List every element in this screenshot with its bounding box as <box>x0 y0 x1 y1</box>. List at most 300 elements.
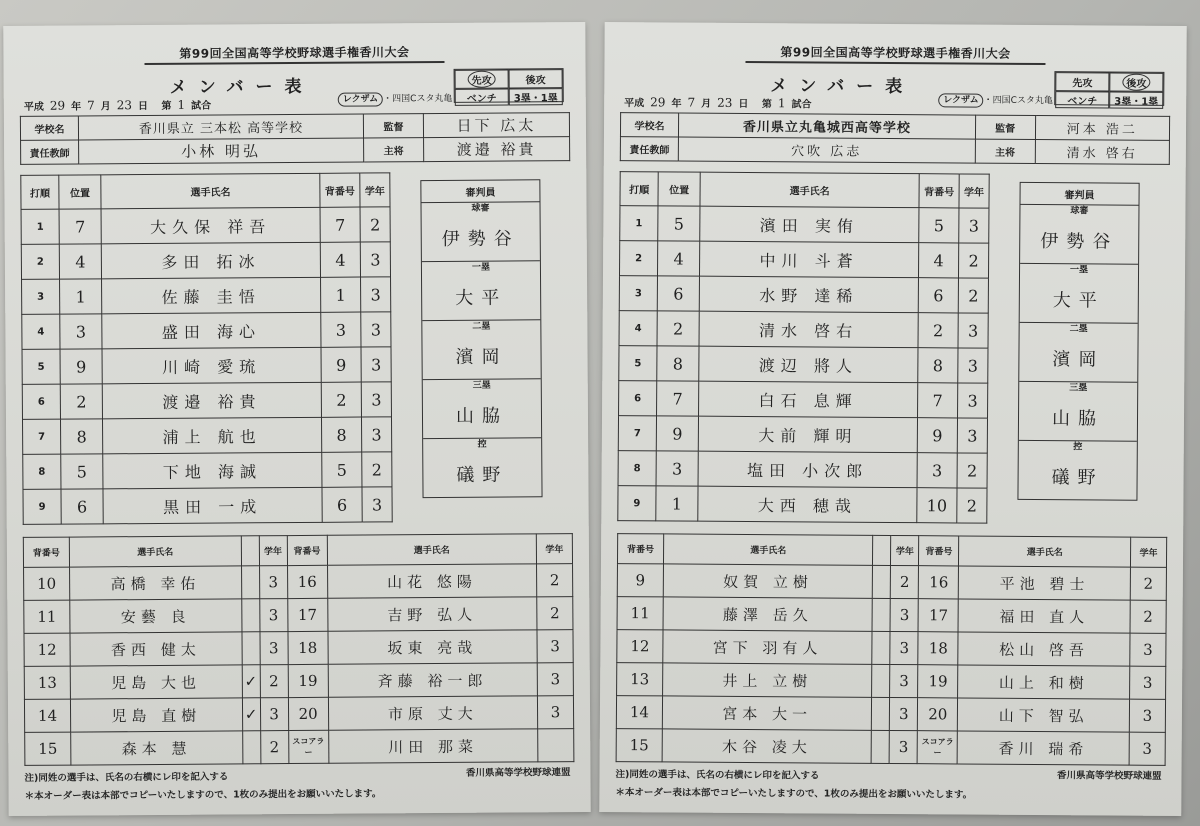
grade: 3 <box>959 208 989 243</box>
uniform-number: 5 <box>919 208 959 243</box>
same-name-mark <box>873 565 891 598</box>
same-name-mark <box>872 664 890 697</box>
game-suffix: 試合 <box>791 99 812 111</box>
bench-row <box>617 564 1166 601</box>
grade: 3 <box>958 383 988 418</box>
position: 8 <box>60 419 102 454</box>
bench-name: 宮下 羽有人 <box>663 630 873 664</box>
lineup-row <box>21 242 390 280</box>
bench-grade: 3 <box>890 664 918 697</box>
bench-header-number-2: 背番号 <box>919 536 959 566</box>
bench-number: 13 <box>24 666 70 699</box>
umpire-name: 濱岡 <box>1052 349 1105 371</box>
first-attack-option: 先攻 <box>468 71 496 88</box>
day-value: 23 <box>717 95 733 110</box>
captain-name: 渡邉 裕貴 <box>424 137 570 162</box>
position: 3 <box>656 451 698 486</box>
year-value: 29 <box>650 95 666 110</box>
position: 9 <box>60 349 102 384</box>
venue-other: 四国Cスタ丸亀 <box>392 93 453 105</box>
note-copy: ＊本オーダー表は本部でコピーいたしますので、1枚のみ提出をお願いいたします。 <box>615 787 973 801</box>
position: 2 <box>60 384 102 419</box>
second-attack-option: 後攻 <box>1122 74 1150 91</box>
batting-order: 9 <box>23 489 61 524</box>
bench-name: 山花 悠陽 <box>327 564 537 598</box>
date-row <box>24 97 211 113</box>
bench-header-grade: 学年 <box>891 535 919 565</box>
bench-header-grade-2: 学年 <box>536 534 572 564</box>
school-name: 香川県立丸亀城西高等学校 <box>678 113 975 139</box>
bench-name: 高橋 幸佑 <box>70 566 242 600</box>
lineup-row <box>619 241 988 279</box>
player-name: 黒田 一成 <box>103 487 322 524</box>
grade: 2 <box>360 207 390 242</box>
umpire-name: 伊勢谷 <box>441 228 520 250</box>
bench-row <box>24 630 573 667</box>
venue-sep: ・ <box>983 95 993 106</box>
grade: 2 <box>958 278 988 313</box>
same-name-mark <box>871 730 889 763</box>
batting-order: 6 <box>22 384 60 419</box>
scorer-name: 川田 那菜 <box>328 729 538 763</box>
umpires-box <box>420 179 542 498</box>
school-name: 香川県立 三本松 高等学校 <box>78 114 363 140</box>
bench-name: 福田 直人 <box>958 599 1130 633</box>
team-info-table <box>620 112 1170 165</box>
player-name: 浦上 航也 <box>102 417 321 454</box>
bench-players-table <box>23 533 575 766</box>
bench-row <box>616 729 1165 766</box>
uniform-number: 7 <box>320 207 360 242</box>
batting-order: 7 <box>618 416 656 451</box>
player-name: 川崎 愛琉 <box>102 347 321 384</box>
bench-number: 17 <box>918 599 958 632</box>
bench-number: 20 <box>918 698 958 731</box>
bench-name: 山下 智弘 <box>958 698 1130 732</box>
batting-order: 1 <box>21 209 59 244</box>
batting-order-box <box>1054 71 1164 106</box>
year-value: 29 <box>49 98 66 113</box>
position: 6 <box>657 276 699 311</box>
member-sheet-left <box>3 22 591 816</box>
lineup-row <box>22 312 391 350</box>
venue-other: 四国Cスタ丸亀 <box>992 95 1053 107</box>
grade: 2 <box>957 488 987 523</box>
player-name: 大前 輝明 <box>698 416 917 453</box>
manager-name: 日下 広太 <box>423 113 569 138</box>
scorer-grade <box>538 729 574 762</box>
bench-number: 18 <box>918 632 958 665</box>
umpire-role: 一塁 <box>1069 265 1089 276</box>
team-info-table <box>20 112 570 165</box>
grade: 2 <box>362 452 392 487</box>
uniform-number: 7 <box>918 383 958 418</box>
sheet-footer <box>615 766 1165 802</box>
batting-order: 2 <box>619 241 657 276</box>
venue-sep: ・ <box>383 94 393 105</box>
scorer-grade: 3 <box>1129 732 1165 765</box>
scorer-label: スコアラー <box>917 731 957 764</box>
scorer-label: スコアラー <box>288 730 328 763</box>
bench-name: 山上 和樹 <box>958 665 1130 699</box>
uniform-number: 3 <box>321 312 361 347</box>
lineup-row <box>619 311 988 349</box>
same-name-mark <box>241 566 259 599</box>
position: 4 <box>657 241 699 276</box>
year-unit: 年 <box>71 101 82 113</box>
batting-order: 7 <box>22 419 60 454</box>
bench-header-name-2: 選手氏名 <box>327 534 537 565</box>
starting-lineup-table <box>617 171 989 524</box>
umpire-role: 球審 <box>471 203 490 214</box>
bench-name: 吉野 弘人 <box>327 597 537 631</box>
grade: 3 <box>361 417 391 452</box>
teacher-label: 責任教師 <box>21 140 79 164</box>
month-value: 7 <box>687 95 696 110</box>
grade: 3 <box>361 277 391 312</box>
player-name: 大久保 祥吾 <box>101 207 320 244</box>
bench-header-name-2: 選手氏名 <box>959 536 1131 567</box>
bench-grade: 3 <box>890 697 918 730</box>
umpire-name: 濱岡 <box>455 346 508 368</box>
same-name-mark <box>242 731 260 764</box>
member-list-title: メンバー表 <box>770 76 915 98</box>
mark-col <box>873 535 891 565</box>
batting-order: 5 <box>22 349 60 384</box>
batting-order: 4 <box>619 311 657 346</box>
bench-grade: 3 <box>890 631 918 664</box>
bench-number: 12 <box>24 633 70 666</box>
bench-row <box>25 729 574 766</box>
uniform-number: 1 <box>321 277 361 312</box>
bench-grade: 2 <box>260 665 288 698</box>
month-value: 7 <box>87 98 95 113</box>
note-same-name: 注)同姓の選手は、氏名の右横にレ印を記入する <box>615 769 820 782</box>
umpire-name: 大平 <box>455 287 508 309</box>
bench-name: 市原 丈大 <box>328 696 538 730</box>
position: 5 <box>61 454 103 489</box>
lineup-row <box>22 382 391 420</box>
header-grade: 学年 <box>959 174 989 208</box>
bench-grade: 3 <box>260 698 288 731</box>
grade: 3 <box>362 487 392 522</box>
bench-header-name: 選手氏名 <box>663 534 873 565</box>
grade: 2 <box>958 243 988 278</box>
player-name: 白石 息輝 <box>699 381 918 418</box>
month-unit: 月 <box>701 98 712 110</box>
tournament-title: 第99回全国高等学校野球選手権香川大会 <box>144 43 444 65</box>
bench-grade: 3 <box>259 599 287 632</box>
player-name: 中川 斗蒼 <box>699 241 918 278</box>
day-value: 23 <box>116 98 133 113</box>
uniform-number: 3 <box>917 453 957 488</box>
position: 9 <box>656 416 698 451</box>
captain-label: 主将 <box>975 139 1035 163</box>
uniform-number: 4 <box>918 243 958 278</box>
header-position: 位置 <box>59 175 101 209</box>
bench-name: 木谷 凌大 <box>662 729 872 763</box>
school-label: 学校名 <box>20 116 78 140</box>
umpire-role: 二塁 <box>1069 324 1088 335</box>
teacher-name: 小林 明弘 <box>79 138 364 164</box>
umpire-role: 球審 <box>1070 206 1089 217</box>
sheet-header <box>620 68 1170 116</box>
manager-name: 河本 浩二 <box>1035 115 1169 140</box>
umpire-name: 伊勢谷 <box>1040 231 1119 253</box>
federation-name: 香川県高等学校野球連盟 <box>1056 770 1162 782</box>
lineup-row <box>618 416 987 454</box>
bench-grade: 3 <box>259 566 287 599</box>
captain-name: 清水 啓右 <box>1035 139 1169 164</box>
starting-lineup-table <box>20 172 392 525</box>
lineup-row <box>619 381 988 419</box>
bench-grade: 3 <box>890 598 918 631</box>
same-name-mark <box>872 697 890 730</box>
bench-grade: 3 <box>537 630 573 663</box>
player-name: 渡邉 裕貴 <box>102 382 321 419</box>
position: 8 <box>657 346 699 381</box>
lineup-row <box>620 206 989 244</box>
position: 2 <box>657 311 699 346</box>
position: 5 <box>658 206 700 241</box>
player-name: 塩田 小次郎 <box>698 451 917 488</box>
player-name: 渡辺 將人 <box>699 346 918 383</box>
bench-label: ベンチ <box>455 89 509 106</box>
player-name: 濱田 実侑 <box>700 206 919 243</box>
bench-number: 19 <box>918 665 958 698</box>
uniform-number: 8 <box>918 348 958 383</box>
player-name: 清水 啓右 <box>699 311 918 348</box>
tournament-title: 第99回全国高等学校野球選手権香川大会 <box>745 43 1045 65</box>
lineup-row <box>618 451 987 489</box>
lineup-row <box>23 452 392 490</box>
bench-number: 13 <box>617 663 663 696</box>
bench-row <box>24 564 573 601</box>
bench-name: 児島 大也 <box>70 665 242 699</box>
position: 4 <box>59 244 101 279</box>
umpire-name: 礒野 <box>1051 467 1104 489</box>
umpire-role: 一塁 <box>471 262 490 273</box>
header-name: 選手氏名 <box>700 172 919 208</box>
grade: 3 <box>361 382 391 417</box>
bench-grade: 3 <box>260 632 288 665</box>
same-name-mark <box>872 631 890 664</box>
position: 6 <box>61 489 103 524</box>
lineup-row <box>619 346 988 384</box>
captain-label: 主将 <box>364 138 424 162</box>
bench-number: 14 <box>24 699 70 732</box>
position: 3 <box>60 314 102 349</box>
bench-name: 松山 啓吾 <box>958 632 1130 666</box>
bench-number: 18 <box>288 631 328 664</box>
bench-name: 宮本 大一 <box>662 696 872 730</box>
batting-order: 2 <box>21 244 59 279</box>
grade: 3 <box>957 418 987 453</box>
header-grade: 学年 <box>360 173 390 207</box>
era-label: 平成 <box>23 101 44 113</box>
member-list-title: メンバー表 <box>169 76 314 98</box>
bench-row <box>24 663 573 700</box>
uniform-number: 2 <box>918 313 958 348</box>
bench-number: 14 <box>616 696 662 729</box>
bench-name: 児島 直樹 <box>70 698 242 732</box>
same-name-mark: ✓ <box>242 665 260 698</box>
year-unit: 年 <box>671 98 682 110</box>
position: 7 <box>657 381 699 416</box>
member-sheet-right <box>599 22 1187 816</box>
first-attack-option: 先攻 <box>1055 72 1109 91</box>
school-label: 学校名 <box>620 113 678 137</box>
grade: 3 <box>361 347 391 382</box>
bench-name: 坂東 亮哉 <box>328 630 538 664</box>
uniform-number: 6 <box>322 487 362 522</box>
position: 1 <box>656 486 698 521</box>
player-name: 盛田 海心 <box>102 312 321 349</box>
batting-order-box <box>454 68 564 103</box>
bench-grade: 3 <box>537 663 573 696</box>
header-number: 背番号 <box>919 174 959 208</box>
grade: 3 <box>958 348 988 383</box>
lineup-row <box>21 207 390 245</box>
batting-order: 3 <box>22 279 60 314</box>
bench-number: 20 <box>288 697 328 730</box>
umpires-box <box>1017 182 1139 501</box>
bench-grade: 2 <box>891 565 919 598</box>
same-name-mark <box>872 598 890 631</box>
uniform-number: 9 <box>917 418 957 453</box>
day-unit: 日 <box>738 98 749 110</box>
umpire-name: 山脇 <box>1051 408 1105 430</box>
bench-number: 11 <box>617 597 663 630</box>
player-name: 水野 達稀 <box>699 276 918 313</box>
lineup-row <box>619 276 988 314</box>
venue-selected: レクザム <box>338 92 383 106</box>
same-name-mark <box>242 632 260 665</box>
era-label: 平成 <box>624 98 645 110</box>
bench-grade: 3 <box>889 730 917 763</box>
batting-order: 9 <box>618 486 656 521</box>
venue-selected: レクザム <box>938 93 983 107</box>
lineup-row <box>22 417 391 455</box>
bench-name: 香西 健太 <box>70 632 242 666</box>
lineup-row <box>618 486 987 524</box>
bench-number: 12 <box>617 630 663 663</box>
bench-row <box>24 597 573 634</box>
note-same-name: 注)同姓の選手は、氏名の右横にレ印を記入する <box>24 771 229 784</box>
bench-header-grade: 学年 <box>259 536 287 566</box>
same-name-mark <box>241 599 259 632</box>
bench-name: 斉藤 裕一郎 <box>328 663 538 697</box>
bench-number: 10 <box>24 567 70 600</box>
scorer-name: 香川 瑞希 <box>957 731 1129 765</box>
player-name: 下地 海誠 <box>103 452 322 489</box>
header-order: 打順 <box>21 175 59 209</box>
bench-name: 安藝 良 <box>70 599 242 633</box>
bench-grade: 2 <box>537 564 573 597</box>
position: 1 <box>60 279 102 314</box>
header-position: 位置 <box>658 172 700 206</box>
header-order: 打順 <box>620 172 658 206</box>
manager-label: 監督 <box>975 115 1035 139</box>
game-number: 1 <box>177 97 186 112</box>
batting-order: 1 <box>620 206 658 241</box>
grade: 3 <box>958 313 988 348</box>
batting-order: 8 <box>618 451 656 486</box>
player-name: 多田 拓冰 <box>101 242 320 279</box>
bench-row <box>24 696 573 733</box>
bench-row <box>617 630 1166 667</box>
bench-grade: 2 <box>1130 567 1166 600</box>
bench-header-number-2: 背番号 <box>287 535 327 565</box>
mark-col <box>241 536 259 566</box>
teacher-name: 穴吹 広志 <box>678 137 975 163</box>
game-prefix: 第 <box>161 100 172 112</box>
bench-number: 15 <box>616 729 662 762</box>
manager-label: 監督 <box>363 114 423 138</box>
lineup-row <box>22 277 391 315</box>
position: 7 <box>59 209 101 244</box>
bench-name: 森本 慧 <box>71 731 243 765</box>
federation-name: 香川県高等学校野球連盟 <box>465 767 571 779</box>
bench-row <box>617 597 1166 634</box>
uniform-number: 6 <box>918 278 958 313</box>
uniform-number: 8 <box>321 417 361 452</box>
bench-players-table <box>616 533 1168 766</box>
venue <box>938 92 1053 106</box>
bench-grade: 3 <box>1129 699 1165 732</box>
venue <box>338 91 453 105</box>
date-row <box>624 94 811 110</box>
umpire-name: 礒野 <box>456 464 509 486</box>
bench-name: 平池 碧士 <box>959 566 1131 600</box>
batting-order: 6 <box>619 381 657 416</box>
uniform-number: 9 <box>321 347 361 382</box>
header-number: 背番号 <box>320 173 360 207</box>
grade: 3 <box>361 312 391 347</box>
uniform-number: 10 <box>917 488 957 523</box>
bench-number: 11 <box>24 600 70 633</box>
bench-header-number: 背番号 <box>23 537 69 567</box>
bench-row <box>617 663 1166 700</box>
batting-order: 8 <box>23 454 61 489</box>
header-name: 選手氏名 <box>101 173 320 209</box>
lineup-row <box>22 347 391 385</box>
bench-header-number: 背番号 <box>617 534 663 564</box>
bench-number: 17 <box>287 598 327 631</box>
grade: 2 <box>957 453 987 488</box>
lineup-row <box>23 487 392 525</box>
bench-number: 9 <box>617 564 663 597</box>
month-unit: 月 <box>100 101 111 113</box>
bench-side: 3塁・1塁 <box>509 88 563 105</box>
player-name: 佐藤 圭悟 <box>102 277 321 314</box>
umpire-name: 山脇 <box>455 405 509 427</box>
bench-grade: 2 <box>537 597 573 630</box>
bench-header-name: 選手氏名 <box>69 536 241 567</box>
batting-order: 5 <box>619 346 657 381</box>
teacher-label: 責任教師 <box>620 137 678 161</box>
sheet-footer <box>24 766 574 802</box>
same-name-mark: ✓ <box>242 698 260 731</box>
umpire-role: 二塁 <box>472 321 491 332</box>
bench-grade: 2 <box>260 731 288 764</box>
second-attack-option: 後攻 <box>509 69 563 88</box>
bench-number: 19 <box>288 664 328 697</box>
bench-grade: 3 <box>537 696 573 729</box>
umpire-name: 大平 <box>1052 290 1105 312</box>
umpire-role: 三塁 <box>472 380 491 391</box>
bench-number: 16 <box>919 566 959 599</box>
